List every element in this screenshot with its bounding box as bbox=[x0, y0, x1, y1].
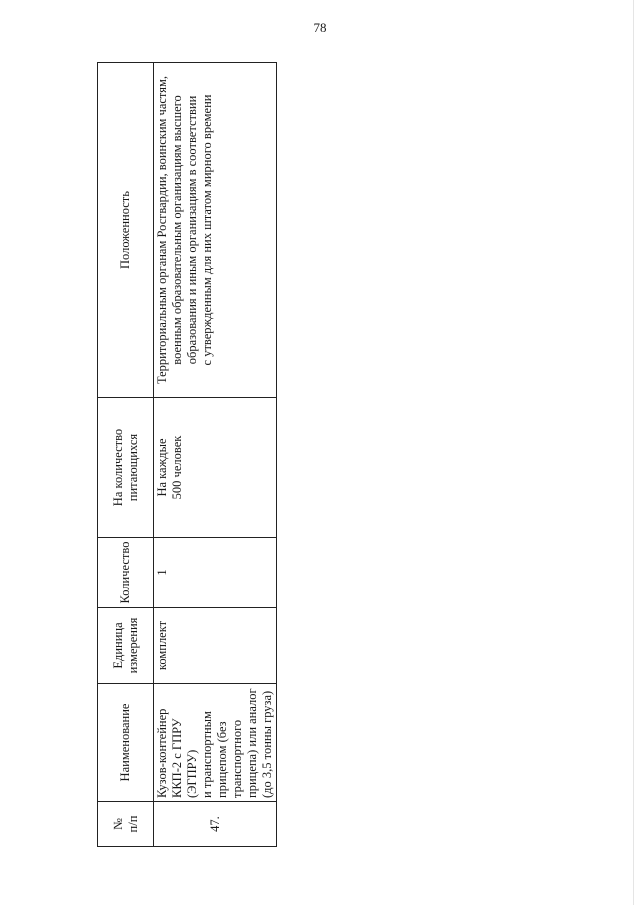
row-name-line-4: и транспортным bbox=[200, 711, 214, 798]
header-basis bbox=[98, 63, 154, 398]
header-per bbox=[98, 398, 154, 538]
row-name-line-2: ККП-2 с ГПРУ bbox=[170, 718, 184, 798]
table-header-row bbox=[98, 63, 154, 847]
page-number: 78 bbox=[313, 20, 327, 35]
row-basis-line-2: военным образовательным организациям высшего bbox=[170, 95, 184, 365]
header-unit-line-1: Единица bbox=[110, 622, 125, 669]
row-qty: 1 bbox=[154, 538, 277, 608]
row-basis-line-3: образования и иным организациям в соответствии bbox=[185, 95, 199, 365]
row-name-line-5: прицепом (без bbox=[215, 721, 229, 798]
row-name-line-6: транспортного bbox=[230, 719, 244, 798]
row-name bbox=[154, 684, 277, 802]
row-per-line-1: На каждые bbox=[155, 438, 169, 497]
row-unit: комплект bbox=[154, 608, 277, 684]
header-num-line-2: п/п bbox=[125, 815, 140, 833]
row-name-line-7: прицепа) или аналог bbox=[245, 688, 259, 798]
row-basis-line-4: с утвержденным для них штатом мирного времени bbox=[200, 94, 214, 366]
row-num: 47. bbox=[154, 802, 277, 847]
scan-edge-line bbox=[633, 0, 634, 905]
row-per-line-2: 500 человек bbox=[170, 435, 184, 500]
row-per bbox=[154, 398, 277, 538]
header-unit-line-2: измерения bbox=[125, 617, 140, 674]
allowance-table bbox=[97, 62, 277, 847]
header-basis-line-1: Положенность bbox=[118, 191, 132, 269]
header-name bbox=[98, 684, 154, 802]
header-name-line-1: Наименование bbox=[118, 703, 132, 782]
table-row bbox=[154, 63, 277, 847]
header-num-line-1: № bbox=[110, 818, 125, 830]
header-unit bbox=[98, 608, 154, 684]
row-name-line-8: (до 3,5 тонны груза) bbox=[260, 690, 274, 798]
row-name-line-3: (ЭГПРУ) bbox=[185, 749, 199, 798]
header-per-line-2: питающихся bbox=[125, 433, 140, 502]
header-qty bbox=[98, 538, 154, 608]
row-name-line-1: Кузов-контейнер bbox=[155, 708, 169, 798]
row-basis bbox=[154, 63, 277, 398]
row-basis-line-1: Территориальным органам Росгвардии, воинским частям, bbox=[155, 75, 169, 385]
header-per-line-1: На количество bbox=[110, 428, 125, 507]
rotated-table-wrapper bbox=[97, 62, 277, 847]
header-num bbox=[98, 802, 154, 847]
header-qty-line-1: Количество bbox=[118, 541, 132, 604]
